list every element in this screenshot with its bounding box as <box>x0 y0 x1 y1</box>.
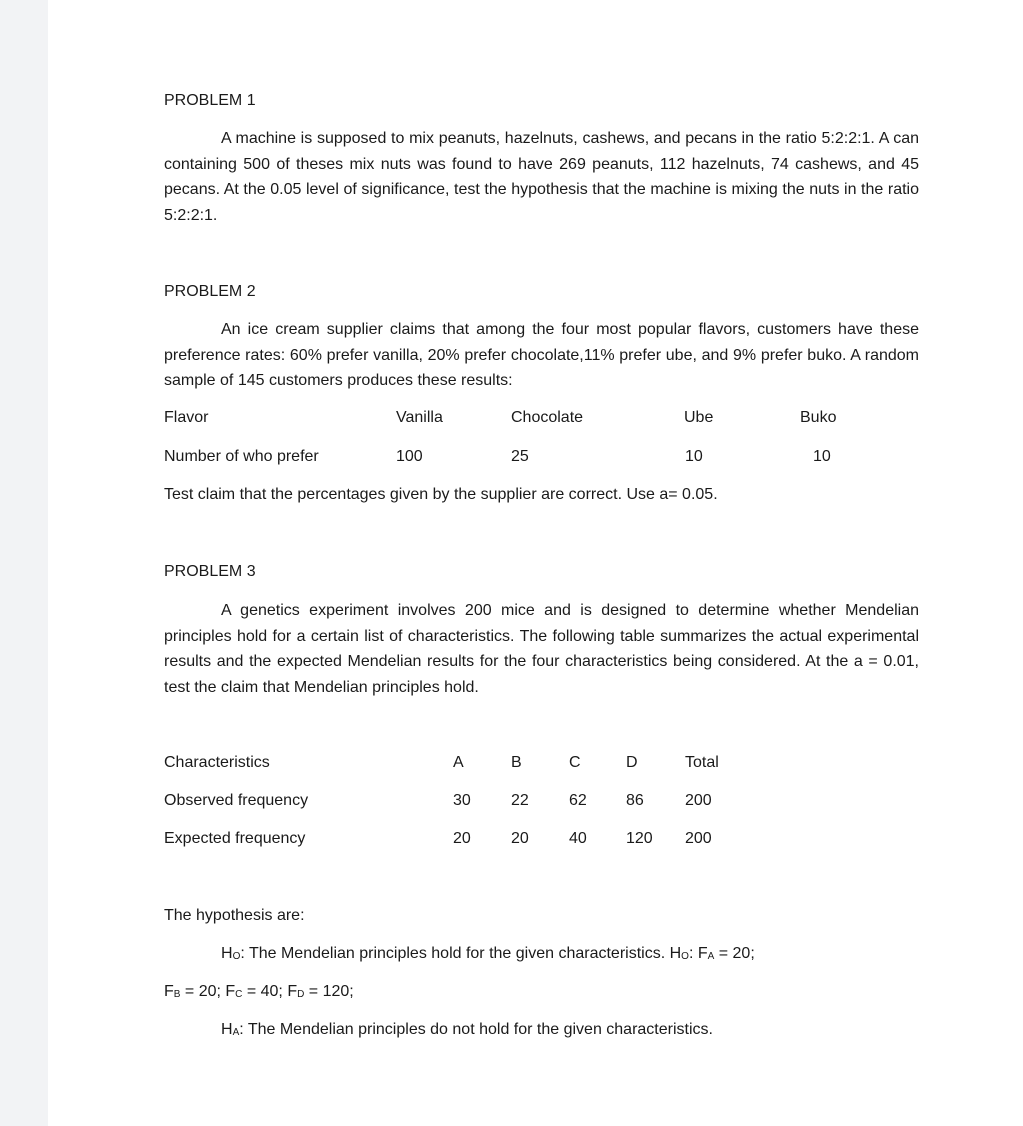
table-cell: 86 <box>626 792 644 809</box>
hypothesis-intro: The hypothesis are: <box>164 907 305 924</box>
problem-3-heading: PROBLEM 3 <box>164 563 256 580</box>
fa-subscript: A <box>707 951 715 962</box>
h0-label: H <box>221 945 233 962</box>
fb-value: = 20; F <box>180 983 236 1000</box>
table-cell: 20 <box>511 830 529 847</box>
table-cell: Characteristics <box>164 754 270 771</box>
fd-value: = 120; <box>304 983 354 1000</box>
fb-subscript: B <box>173 989 181 1000</box>
table-cell: 25 <box>511 448 529 465</box>
table-cell: 200 <box>685 792 712 809</box>
problem-2-instruction: Test claim that the percentages given by the supplier are correct. Use a= 0.05. <box>164 486 718 503</box>
table-cell: 30 <box>453 792 471 809</box>
ha-label: H <box>221 1021 233 1038</box>
table-cell: Chocolate <box>511 409 584 426</box>
table-cell: 120 <box>626 830 653 847</box>
problem-2-text: An ice cream supplier claims that among the four most popular flavors, customers have these preference rates: 60% prefer vanilla, 20% prefer chocolate,11% prefer ube, and 9% prefer buko. A random sample of 145 customers produces these results: <box>164 321 919 389</box>
table-cell: Number of who prefer <box>164 448 319 465</box>
table-cell: 22 <box>511 792 529 809</box>
h0-eq-label: : F <box>688 945 708 962</box>
h0-text: : The Mendelian principles hold for the given characteristics. H <box>240 945 682 962</box>
table-cell: 62 <box>569 792 587 809</box>
null-hypothesis-continued <box>164 983 354 1001</box>
document-page <box>48 0 1023 1126</box>
alternative-hypothesis <box>221 1021 713 1039</box>
table-cell: B <box>511 754 522 771</box>
ha-subscript: A <box>232 1027 240 1038</box>
h0-subscript-2: O <box>681 951 689 962</box>
table-cell: Buko <box>800 409 837 426</box>
problem-1-heading: PROBLEM 1 <box>164 92 256 109</box>
table-cell: C <box>569 754 581 771</box>
table-cell: 20 <box>453 830 471 847</box>
table-cell: 10 <box>685 448 703 465</box>
table-cell: A <box>453 754 464 771</box>
table-cell: Expected frequency <box>164 830 306 847</box>
ha-text: : The Mendelian principles do not hold for the given characteristics. <box>239 1021 713 1038</box>
fc-subscript: C <box>235 989 243 1000</box>
table-cell: Flavor <box>164 409 209 426</box>
table-cell: 40 <box>569 830 587 847</box>
table-cell: Total <box>685 754 719 771</box>
problem-2-heading: PROBLEM 2 <box>164 283 256 300</box>
table-cell: 100 <box>396 448 423 465</box>
problem-1-text: A machine is supposed to mix peanuts, hazelnuts, cashews, and pecans in the ratio 5:2:2:1. A can containing 500 of theses mix nuts was found to have 269 peanuts, 112 hazelnuts, 74 cashews, and 45 pecans. At the 0.05 level of significance, test the hypothesis that the machine is mixing the nuts in the ratio 5:2:2:1. <box>164 130 919 224</box>
fc-value: = 40; F <box>242 983 298 1000</box>
fa-value: = 20; <box>714 945 755 962</box>
table-cell: Observed frequency <box>164 792 309 809</box>
table-cell: 200 <box>685 830 712 847</box>
fb-label: F <box>164 983 174 1000</box>
table-cell: Ube <box>684 409 714 426</box>
null-hypothesis <box>221 945 755 963</box>
problem-3-text: A genetics experiment involves 200 mice and is designed to determine whether Mendelian principles hold for a certain list of characteristics. The following table summarizes the actual experimental results and the expected Mendelian results for the four characteristics being considered. At the a = 0.01, test the claim that Mendelian principles hold. <box>164 602 919 696</box>
table-cell: Vanilla <box>396 409 443 426</box>
h0-subscript: O <box>232 951 241 962</box>
table-cell: D <box>626 754 638 771</box>
fd-subscript: D <box>297 989 305 1000</box>
table-cell: 10 <box>813 448 831 465</box>
